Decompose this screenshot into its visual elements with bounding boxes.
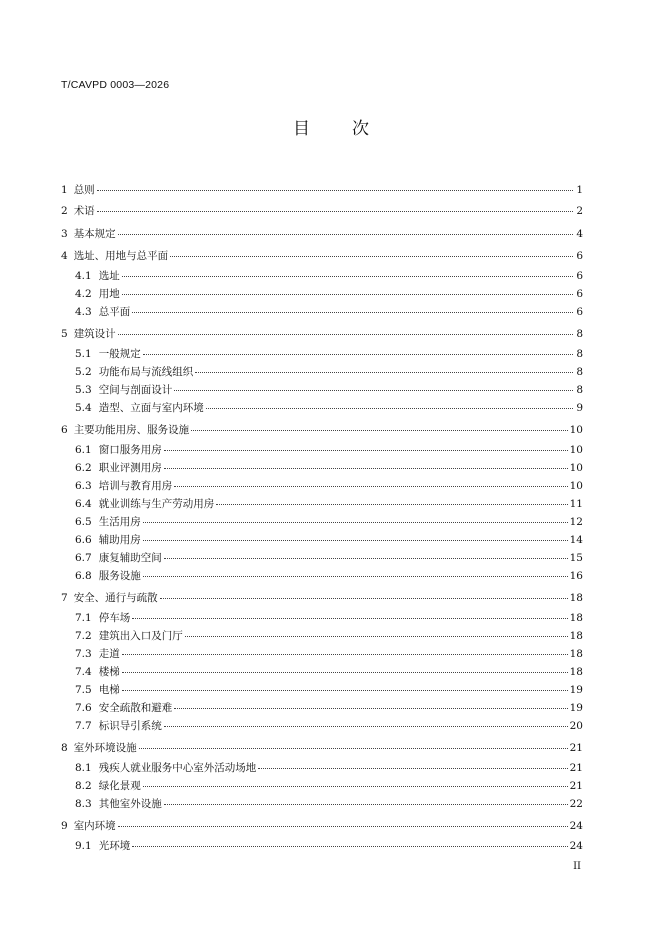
toc-entry[interactable]	[61, 780, 583, 792]
toc-entry-label: 辅助用房	[98, 534, 141, 546]
toc-entry[interactable]	[61, 666, 583, 678]
toc-entry-number: 6.4	[75, 498, 92, 510]
dot-leader	[143, 785, 568, 787]
dot-leader	[118, 333, 573, 335]
toc-entry-number: 8	[61, 742, 68, 754]
toc-entry-label: 就业训练与生产劳动用房	[98, 498, 215, 510]
toc-entry-page: 19	[569, 702, 583, 714]
toc-entry-number: 6.7	[75, 552, 92, 564]
toc-entry-number: 8.1	[75, 762, 92, 774]
toc-entry-label: 选址、用地与总平面	[73, 250, 169, 262]
toc-entry-label: 光环境	[98, 840, 131, 852]
toc-entry-number: 6	[61, 424, 68, 436]
toc-entry[interactable]	[61, 288, 583, 300]
toc-entry-label: 安全、通行与疏散	[73, 592, 158, 604]
toc-entry-label: 服务设施	[98, 570, 141, 582]
toc-entry-label: 停车场	[98, 612, 131, 624]
toc-entry-number: 7.5	[75, 684, 92, 696]
toc-entry-label: 标识导引系统	[98, 720, 162, 732]
toc-entry[interactable]	[61, 184, 583, 196]
toc-entry-label: 一般规定	[98, 348, 141, 360]
toc-entry[interactable]	[61, 798, 583, 810]
toc-entry-label: 安全疏散和避难	[98, 702, 173, 714]
toc-entry[interactable]	[61, 424, 583, 436]
toc-entry-label: 空间与剖面设计	[98, 384, 173, 396]
toc-entry-number: 5.1	[75, 348, 92, 360]
toc-entry[interactable]	[61, 270, 583, 282]
toc-entry-number: 6.3	[75, 480, 92, 492]
toc-entry[interactable]	[61, 702, 583, 714]
toc-entry[interactable]	[61, 612, 583, 624]
toc-entry-number: 5.3	[75, 384, 92, 396]
dot-leader	[143, 575, 568, 577]
toc-entry[interactable]	[61, 592, 583, 604]
toc-entry-number: 9	[61, 820, 68, 832]
dot-leader	[164, 467, 568, 469]
dot-leader	[122, 689, 568, 691]
toc-entry-label: 培训与教育用房	[98, 480, 173, 492]
toc-entry-label: 窗口服务用房	[98, 444, 162, 456]
toc-entry-label: 选址	[98, 270, 120, 282]
toc-entry-page: 18	[569, 592, 583, 604]
toc-entry-label: 基本规定	[73, 228, 116, 240]
toc-entry[interactable]	[61, 720, 583, 732]
toc-entry[interactable]	[61, 384, 583, 396]
toc-entry-page: 11	[569, 498, 583, 510]
page-title	[0, 114, 662, 139]
toc-entry-label: 建筑出入口及门厅	[98, 630, 183, 642]
title-char-1: 目	[293, 119, 310, 139]
toc-entry[interactable]	[61, 348, 583, 360]
toc-entry-page: 8	[576, 328, 583, 340]
toc-entry[interactable]	[61, 328, 583, 340]
toc-entry-page: 18	[569, 612, 583, 624]
dot-leader	[122, 293, 573, 295]
page-number: II	[573, 861, 581, 872]
toc-entry-page: 16	[569, 570, 583, 582]
toc-entry[interactable]	[61, 402, 583, 414]
toc-entry-label: 走道	[98, 648, 120, 660]
dot-leader	[132, 845, 567, 847]
toc-entry-page: 8	[576, 366, 583, 378]
toc-entry-page: 2	[576, 205, 583, 217]
toc-entry-label: 生活用房	[98, 516, 141, 528]
toc-entry-number: 7.3	[75, 648, 92, 660]
toc-entry-page: 12	[569, 516, 583, 528]
dot-leader	[191, 429, 567, 431]
toc-entry-page: 6	[576, 250, 583, 262]
toc-entry-label: 楼梯	[98, 666, 120, 678]
toc-entry-page: 24	[569, 840, 583, 852]
toc-entry-label: 总则	[73, 184, 95, 196]
toc-entry[interactable]	[61, 742, 583, 754]
toc-entry-number: 6.2	[75, 462, 92, 474]
toc-entry-number: 6.6	[75, 534, 92, 546]
toc-entry-number: 7.6	[75, 702, 92, 714]
dot-leader	[174, 389, 573, 391]
toc-entry-page: 15	[569, 552, 583, 564]
toc-entry-number: 4	[61, 250, 68, 262]
dot-leader	[164, 449, 568, 451]
toc-entry[interactable]	[61, 462, 583, 474]
dot-leader	[122, 671, 568, 673]
toc-entry-number: 7.4	[75, 666, 92, 678]
toc-entry-number: 8.3	[75, 798, 92, 810]
toc-entry-label: 康复辅助空间	[98, 552, 162, 564]
toc-entry[interactable]	[61, 534, 583, 546]
dot-leader	[122, 653, 568, 655]
toc-entry-page: 6	[576, 270, 583, 282]
dot-leader	[206, 407, 573, 409]
toc-entry-page: 24	[569, 820, 583, 832]
dot-leader	[164, 725, 568, 727]
dot-leader	[143, 539, 568, 541]
toc-entry-number: 5.2	[75, 366, 92, 378]
toc-entry-number: 8.2	[75, 780, 92, 792]
toc-entry[interactable]	[61, 840, 583, 852]
toc-entry[interactable]	[61, 228, 583, 240]
toc-entry-number: 6.5	[75, 516, 92, 528]
toc-entry-page: 4	[576, 228, 583, 240]
toc-entry-label: 电梯	[98, 684, 120, 696]
dot-leader	[185, 635, 568, 637]
dot-leader	[143, 521, 568, 523]
toc-entry-page: 18	[569, 666, 583, 678]
dot-leader	[164, 557, 568, 559]
toc-entry-number: 4.3	[75, 306, 92, 318]
toc-entry-page: 22	[569, 798, 583, 810]
toc-entry-label: 功能布局与流线组织	[98, 366, 194, 378]
toc-entry-page: 18	[569, 648, 583, 660]
toc-entry-label: 职业评测用房	[98, 462, 162, 474]
toc-entry-page: 14	[569, 534, 583, 546]
dot-leader	[160, 597, 568, 599]
dot-leader	[143, 353, 573, 355]
toc-entry-page: 8	[576, 384, 583, 396]
toc-entry-page: 21	[569, 780, 583, 792]
toc-entry[interactable]	[61, 570, 583, 582]
toc-entry-number: 1	[61, 184, 68, 196]
toc-entry-label: 其他室外设施	[98, 798, 162, 810]
toc-entry-label: 建筑设计	[73, 328, 116, 340]
toc-entry-page: 10	[569, 424, 583, 436]
toc-entry-page: 8	[576, 348, 583, 360]
toc-entry-page: 21	[569, 742, 583, 754]
toc-entry-page: 10	[569, 462, 583, 474]
toc-entry-page: 10	[569, 480, 583, 492]
dot-leader	[132, 311, 573, 313]
toc-entry-label: 残疾人就业服务中心室外活动场地	[98, 762, 257, 774]
dot-leader	[132, 617, 567, 619]
dot-leader	[97, 189, 573, 191]
toc-entry[interactable]	[61, 205, 583, 217]
toc-entry[interactable]	[61, 250, 583, 262]
dot-leader	[174, 707, 567, 709]
dot-leader	[170, 255, 573, 257]
dot-leader	[195, 371, 573, 373]
dot-leader	[97, 210, 573, 212]
toc-entry-number: 6.8	[75, 570, 92, 582]
toc-entry-page: 21	[569, 762, 583, 774]
toc-entry[interactable]	[61, 516, 583, 528]
toc-entry-number: 7.1	[75, 612, 92, 624]
toc-entry-page: 6	[576, 288, 583, 300]
toc-entry-page: 20	[569, 720, 583, 732]
toc-entry-page: 19	[569, 684, 583, 696]
toc-entry[interactable]	[61, 648, 583, 660]
toc-entry-number: 2	[61, 205, 68, 217]
dot-leader	[164, 803, 568, 805]
toc-entry[interactable]	[61, 762, 583, 774]
dot-leader	[139, 747, 568, 749]
toc-entry-page: 1	[576, 184, 583, 196]
toc-entry[interactable]	[61, 552, 583, 564]
toc-entry-number: 6.1	[75, 444, 92, 456]
dot-leader	[174, 485, 567, 487]
toc-entry-number: 3	[61, 228, 68, 240]
toc-entry[interactable]	[61, 366, 583, 378]
toc-entry-number: 7.7	[75, 720, 92, 732]
dot-leader	[118, 825, 568, 827]
toc-entry-label: 总平面	[98, 306, 131, 318]
toc-entry-page: 6	[576, 306, 583, 318]
toc-entry[interactable]	[61, 820, 583, 832]
toc-entry-label: 造型、立面与室内环境	[98, 402, 204, 414]
toc-entry-label: 室内环境	[73, 820, 116, 832]
toc-entry-number: 7.2	[75, 630, 92, 642]
title-char-2: 次	[352, 119, 369, 139]
toc-entry-label: 主要功能用房、服务设施	[73, 424, 190, 436]
dot-leader	[122, 275, 573, 277]
toc-entry-label: 用地	[98, 288, 120, 300]
toc-entry[interactable]	[61, 684, 583, 696]
toc-entry-page: 9	[576, 402, 583, 414]
toc-entry-label: 绿化景观	[98, 780, 141, 792]
toc-entry[interactable]	[61, 480, 583, 492]
dot-leader	[258, 767, 567, 769]
document-code: T/CAVPD 0003—2026	[61, 79, 170, 91]
toc-entry-number: 7	[61, 592, 68, 604]
toc-entry-number: 4.2	[75, 288, 92, 300]
toc-entry[interactable]	[61, 444, 583, 456]
toc-entry-label: 术语	[73, 205, 95, 217]
toc-entry-page: 18	[569, 630, 583, 642]
toc-entry[interactable]	[61, 498, 583, 510]
toc-entry-number: 5.4	[75, 402, 92, 414]
toc-entry[interactable]	[61, 630, 583, 642]
toc-entry[interactable]	[61, 306, 583, 318]
toc-entry-page: 10	[569, 444, 583, 456]
dot-leader	[118, 233, 573, 235]
toc-entry-number: 4.1	[75, 270, 92, 282]
dot-leader	[216, 503, 567, 505]
toc-entry-label: 室外环境设施	[73, 742, 137, 754]
toc-entry-number: 5	[61, 328, 68, 340]
toc-entry-number: 9.1	[75, 840, 92, 852]
